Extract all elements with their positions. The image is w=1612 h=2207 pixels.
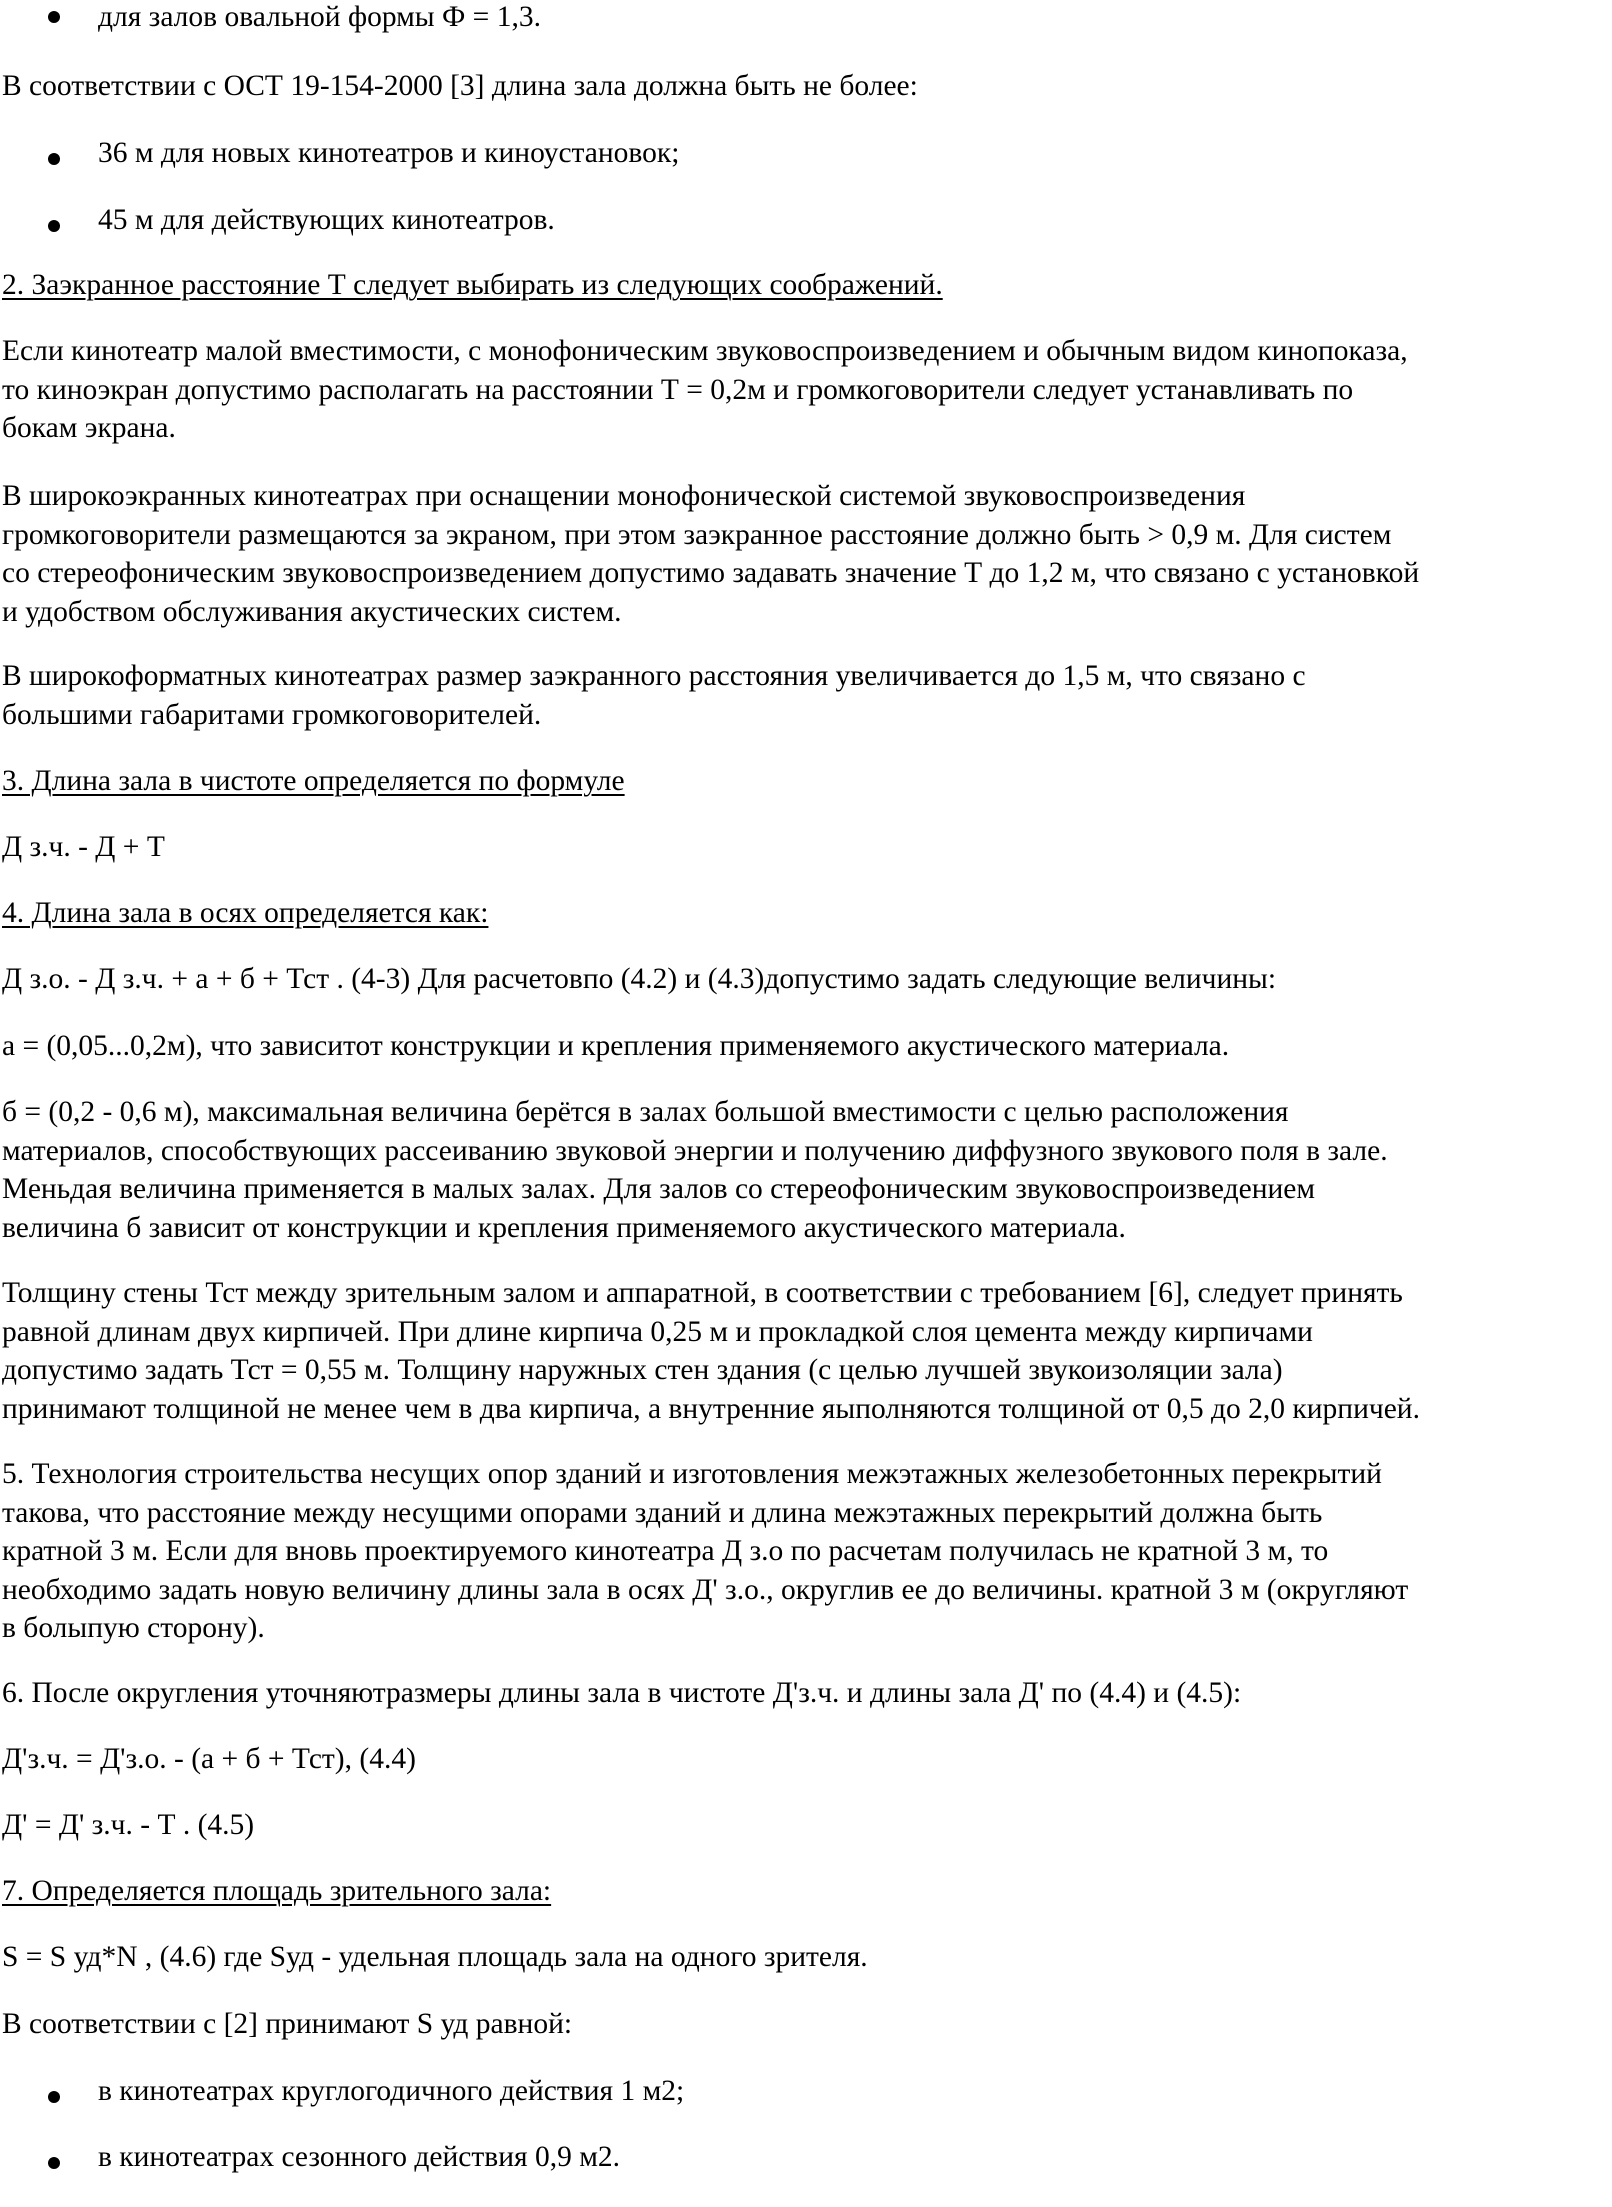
text-line: В широкоформатных кинотеатрах размер заэкранного расстояния увеличивается до 1,5 м, что связано с xyxy=(2,660,1306,692)
formula: Д'з.ч. = Д'з.о. - (а + б + Тст), (4.4) xyxy=(2,1743,416,1775)
text-line: Толщину стены Тст между зрительным залом и аппаратной, в соответствии с требованием [6], следует принять xyxy=(2,1277,1403,1309)
paragraph xyxy=(2,1455,1612,1648)
paragraph xyxy=(2,1274,1612,1428)
paragraph xyxy=(2,477,1612,631)
text-line: Меньдая величина применяется в малых залах. Для залов со стереофоническим звуковоспроизведением xyxy=(2,1173,1316,1205)
bullet-icon xyxy=(48,11,60,23)
list-item: 36 м для новых кинотеатров и киноустановок; xyxy=(98,137,680,169)
paragraph xyxy=(2,1093,1612,1247)
text-line: величина б зависит от конструкции и крепления применяемого акустического материала. xyxy=(2,1211,1126,1244)
list-item: в кинотеатрах сезонного действия 0,9 м2. xyxy=(98,2141,620,2173)
text-line: допустимо задать Тст = 0,55 м. Толщину наружных стен здания (с целью лучшей звукоизоляции зала) xyxy=(2,1354,1283,1386)
paragraph: В соответствии с ОСТ 19-154-2000 [3] длина зала должна быть не более: xyxy=(2,70,918,102)
text-line: необходимо задать новую величину длины зала в осях Д' з.о., округлив ее до величины. кратной 3 м (округляют xyxy=(2,1573,1409,1606)
list-item: 45 м для действующих кинотеатров. xyxy=(98,204,555,236)
bullet-icon xyxy=(48,2091,60,2103)
section-heading: 2. Заэкранное расстояние Т следует выбирать из следующих соображений. xyxy=(2,269,943,301)
paragraph xyxy=(2,332,1612,448)
section-heading: 4. Длина зала в осях определяется как: xyxy=(2,897,489,929)
text-line: со стереофоническим звуковоспроизведением допустимо задавать значение Т до 1,2 м, что связано с установкой xyxy=(2,557,1420,589)
text-line: б = (0,2 - 0,6 м), максимальная величина берётся в залах большой вместимости с целью расположения xyxy=(2,1096,1289,1128)
list-item: для залов овальной формы Ф = 1,3. xyxy=(98,1,541,33)
list-item: в кинотеатрах круглогодичного действия 1 м2; xyxy=(98,2075,685,2107)
paragraph: В соответствии с [2] принимают S уд равной: xyxy=(2,2008,573,2040)
text-line: равной длинам двух кирпичей. При длине кирпича 0,25 м и прокладкой слоя цемента между кирпичами xyxy=(2,1315,1313,1348)
paragraph xyxy=(2,657,1612,734)
text-line: принимают толщиной не менее чем в два кирпича, а внутренние яыполняются толщиной от 0,5 до 2,0 кирпичей. xyxy=(2,1392,1420,1425)
formula: Д з.ч. - Д + Т xyxy=(2,831,165,863)
bullet-icon xyxy=(48,153,60,165)
paragraph: Д з.о. - Д з.ч. + а + б + Тст . (4-3) Для расчетовпо (4.2) и (4.3)допустимо задать следующие величины: xyxy=(2,963,1277,995)
text-line: громкоговорители размещаются за экраном, при этом заэкранное расстояние должно быть > 0,9 м. Для систем xyxy=(2,518,1392,551)
text-line: В широкоэкранных кинотеатрах при оснащении монофонической системой звуковоспроизведения xyxy=(2,480,1246,512)
text-line: то киноэкран допустимо располагать на расстоянии Т = 0,2м и громкоговорители следует устанавливать по xyxy=(2,373,1354,406)
bullet-icon xyxy=(48,2157,60,2169)
text-line: материалов, способствующих рассеиванию звуковой энергии и получению диффузного звукового поля в зале. xyxy=(2,1134,1388,1167)
paragraph: 6. После округления уточняютразмеры длины зала в чистоте Д'з.ч. и длины зала Д' по (4.4) и (4.5): xyxy=(2,1677,1242,1709)
paragraph: S = S уд*N , (4.6) где Sуд - удельная площадь зала на одного зрителя. xyxy=(2,1941,868,1973)
text-line: большими габаритами громкоговорителей. xyxy=(2,698,542,731)
text-line: в болыпую сторону). xyxy=(2,1612,265,1644)
text-line: бокам экрана. xyxy=(2,412,176,444)
section-heading: 3. Длина зала в чистоте определяется по формуле xyxy=(2,765,625,797)
paragraph: а = (0,05...0,2м), что зависитот конструкции и крепления применяемого акустического материала. xyxy=(2,1030,1230,1062)
text-line: и удобством обслуживания акустических систем. xyxy=(2,595,622,628)
text-line: 5. Технология строительства несущих опор зданий и изготовления межэтажных железобетонных перекрытий xyxy=(2,1458,1382,1490)
text-line: Если кинотеатр малой вместимости, с монофоническим звуковоспроизведением и обычным видом кинопоказа, xyxy=(2,335,1408,367)
text-line: такова, что расстояние между несущими опорами зданий и длина межэтажных перекрытий должна быть xyxy=(2,1496,1323,1529)
section-heading: 7. Определяется площадь зрительного зала: xyxy=(2,1875,552,1907)
text-line: кратной 3 м. Если для вновь проектируемого кинотеатра Д з.о по расчетам получилась не кратной 3 м, то xyxy=(2,1535,1329,1567)
bullet-icon xyxy=(48,220,60,232)
formula: Д' = Д' з.ч. - Т . (4.5) xyxy=(2,1809,255,1841)
